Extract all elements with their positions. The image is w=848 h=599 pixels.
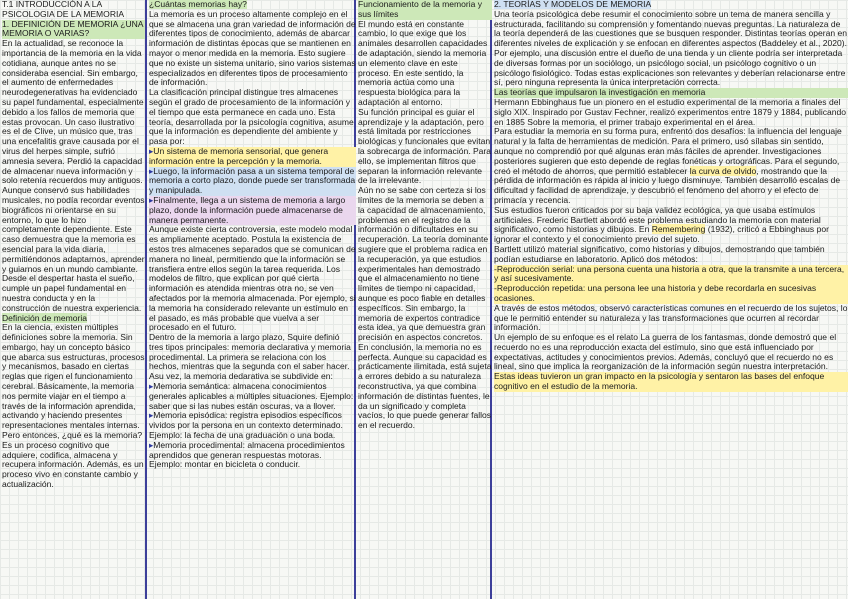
paragraph: En conclusión, la memoria no es perfecta. Aunque su capacidad es prácticamente ilimitada, está sujeta a errores debido a su naturaleza reconstructiva, ya que combina información de distintas fuentes, le da un significado y completa vacíos, lo que puede generar fallos en el recuerdo. [358, 341, 492, 431]
text-span: Para estudiar la memoria en su forma pura, enfrentó dos desafíos: la influencia del lenguaje natural y la falta de herramientas de medición. Para el primero, usó sílabas sin sentido, aunque no comprendió por qué algunas eran más fáciles de aprender. Investigaciones posteriores sugieren que esto depende de reglas fonéticas y ortográficas. Para el segundo, creó el método de ahorros, que permitió establecer [494, 126, 842, 176]
conclusion: Estas ideas tuvieron un gran impacto en la psicología y sentaron las bases del enfoque cognitivo en el estudio de la memoria. [494, 372, 848, 392]
text-span: (1932), criticó a Ebbinghaus por ignorar el contexto y el conocimiento previo del sujeto. [494, 224, 829, 245]
paragraph: Dentro de la memoria a largo plazo, Squire definió tres tipos principales: memoria declarativa y memoria procedimental. La primera se relaciona con los hechos, mientras que la segunda con el saber hacer. Asu vez, la memoria dedarativa se subdivide en: [149, 332, 351, 382]
paragraph: La memoria es un proceso altamente complejo en el que se almacena una gran variedad de información de diferentes tipos de conocimiento, además de abarcar información de distintas épocas que se mantienen en mayor o menor medida en la memoria. Esto sugiere que no existe un sistema unitario, sino varios sistemas especializados en diferentes tipos de procesamiento de información. [149, 8, 356, 88]
column-4 [492, 0, 848, 599]
column-1 [0, 0, 145, 599]
paragraph: En la actualidad, se reconoce la importancia de la memoria en la vida cotidiana, aunque antes no se consideraba esencial. Sin embargo, el aumento de enfermedades neurodegenerativas ha evidenciado su papel fundamental, especialmente debido a los fallos de memoria que estas provocan. Un caso ilustrativo es el de Clive, un músico que, tras una encefalitis grave causada por el virus del herpes simple, sufrió amnesia severa. Perdió la capacidad de almacenar nueva información y solo retenía recuerdos muy antiguos. Aunque conservó sus habilidades musicales, no podía recordar eventos biográficos ni orientarse en su entorno, lo que lo hizo completamente dependiente. Este caso demuestra que la memoria es esencial para la vida diaria, permitiéndonos adaptarnos, aprender y guiarnos en un mundo cambiante. Desde el despertar hasta el sueño, cumple un papel fundamental en nuestra conducta y en la construcción de nuestra experiencia. [2, 38, 145, 313]
paragraph: Pero entonces, ¿qué es la memoria? [2, 430, 143, 441]
text-span: Sus estudios fueron criticados por su baja validez ecológica, ya que usaba estímulos artificiales. Frederic Bartlett abordó este problema estudiando la memoria con material significativo, como historias y dibujos. En [494, 204, 821, 235]
paragraph: Una teoría psicológica debe resumir el conocimiento sobre un tema de manera sencilla y estructurada, facilitando su comprensión y fomentando nuevas preguntas. La naturaleza de la teoría dependerá de las cuestiones que se busquen responder. Distintas teorías operan en diferentes niveles de explicación y se enfocan en diferentes aspectos (Baddeley et al., 2020). [494, 8, 848, 49]
paragraph: Hermann Ebbinghaus fue un pionero en el estudio experimental de la memoria a finales del siglo XIX. Inspirado por Gustav Fechner, realizó experimentos entre 1879 y 1884, publicando en 1885 Sobre la memoria, el primer trabajo experimental en el área. [494, 96, 847, 127]
list-item: ▸ Un sistema de memoria sensorial, que genera información entre la percepción y la memoria. [149, 147, 356, 167]
column-2 [147, 0, 356, 599]
section-heading: Definición de memoria [2, 312, 88, 323]
paragraph: Aún no se sabe con certeza si los límites de la memoria se deben a la capacidad de almacenamiento, problemas en el registro de la información o dificultades en su recuperación. La teoría dominante sugiere que el problema radica en la recuperación, ya que estudios experimentales han demostrado que el almacenamiento no tiene límites de tiempo ni capacidad, aunque es poco fiable en detalles específicos. Sin embargo, la memoria de expertos contradice esta idea, ya que demuestra gran precisión en aspectos concretos. [358, 185, 489, 343]
paragraph: La clasificación principal distingue tres almacenes según el grado de procesamiento de la información y el tiempo que esta permanece en cada uno. Esta teoría, desarrollada por la psicología cognitiva, asume que la información es dependiente del ambiente y pasa por: [149, 87, 354, 147]
paragraph: Por ejemplo, una discusión entre el dueño de una tienda y un cliente podría ser interpretada de diversas formas por un sociólogo, un psicólogo social, un psicólogo cognitivo o un psicólogo fisiológico. Todas estas explicaciones son relevantes y deberían relacionarse entre sí, pero ninguna representa la única interpretación correcta. [494, 47, 846, 88]
method-item: -Reproducción serial: una persona cuenta una historia a otra, que la transmite a una tercera, y así sucesivamente. [494, 265, 848, 285]
paragraph: Es un proceso cognitivo que adquiere, codifica, almacena y recupera información. Además, es un proceso vivo en constante cambio y actualización. [2, 439, 144, 490]
section-heading: Las teorías que impulsaron la investigación en memoria [494, 88, 848, 98]
paragraph: Bartlett utilizó material significativo, como historias y dibujos, demostrando que también podían estudiarse en laboratorio. Aplicó dos métodos: [494, 243, 825, 264]
paragraph: Su función principal es guiar el aprendizaje y la adaptación, pero está limitada por restricciones biológicas y funcionales que evitan la sobrecarga de información. Para ello, se implementan filtros que separan la información relevante de la irrelevante. [358, 106, 492, 186]
list-item: ▸ Memoria procedimental: almacena procedimientos aprendidos que generan respuestas motoras. Ejemplo: montar en bicicleta o conducir. [149, 441, 356, 470]
method-item: -Reproducción repetida: una persona lee una historia y debe recordarla en sucesivas ocasiones. [494, 284, 848, 304]
list-item: ▸ Memoria episódica: registra episodios específicos vividos por la persona en un contexto determinado. Ejemplo: la fecha de una graduación o una boda. [149, 411, 356, 440]
paragraph: El mundo está en constante cambio, lo que exige que los animales desarrollen capacidades de adaptación, siendo la memoria un elemento clave en este proceso. En este sentido, la memoria actúa como una respuesta biológica para la adaptación al entorno. [358, 18, 488, 107]
section-heading: 2. TEORÍAS Y MODELOS DE MEMORIA [494, 0, 652, 9]
chapter-title: T.1 INTRODUCCIÓN A LA PSICOLOGIA DE LA MEMORIA [2, 0, 125, 19]
section-heading: 1. DEFINICIÓN DE MEMORIA ¿UNA MEMORIA O VARIAS? [2, 18, 144, 39]
column-3 [356, 0, 492, 599]
text-span: , mostrando que la pérdida de información es rápida al inicio y luego disminuye. También desarrolló escalas de dificultad y facilidad de aprendizaje, y descubrió el fenómeno del ahorro y el efecto de primacía y recencia. [494, 165, 841, 205]
list-item: ▸ Luego, la información pasa a un sistema temporal de memoria a corto plazo, donde puede ser transformada y manipulada. [149, 167, 356, 196]
list-item: ▸ Finalmente, llega a un sistema de memoria a largo plazo, donde la información puede almacenarse de manera permanente. [149, 196, 356, 225]
list-item: ▸ Memoria semántica: almacena conocimientos generales aplicables a múltiples situaciones. Ejemplo: saber que si las nubes están oscuras, va a llover. [149, 382, 356, 411]
paragraph: A través de estos métodos, observó características comunes en el recuerdo de los sujetos, lo que le permitió entender su naturaleza y las transformaciones que ocurren al recordar información. [494, 302, 848, 333]
paragraph [494, 127, 848, 205]
paragraph: Un ejemplo de su enfoque es el relato La guerra de los fantasmas, donde demostró que el recuerdo no es una reproducción exacta del estímulo, sino que está influenciado por expectativas, actitudes y conocimientos previos. Además, concluyó que el recuerdo no es lineal, sino que implica la reorganización de la información según nuestra interpretación. [494, 332, 837, 372]
highlighted-term: la curva de olvido [689, 165, 757, 176]
paragraph: En la ciencia, existen múltiples definiciones sobre la memoria. Sin embargo, hay un concepto básico que abarca sus estructuras, procesos y mecanismos, basado en ciertas reglas que rigen el funcionamiento cerebral. Básicamente, la memoria nos permite viajar en el tiempo a través de la información aprendida, activando y haciendo presentes representaciones mentales internas. [2, 322, 145, 431]
section-heading: Funcionamiento de la memoria y sus límites [358, 0, 492, 20]
paragraph [494, 206, 848, 245]
section-heading: ¿Cuántas memorias hay? [149, 0, 247, 9]
highlighted-term: Remembering [651, 224, 706, 235]
paragraph: Aunque existe cierta controversia, este modelo modal es ampliamente aceptado. Postula la existencia de estos tres almacenes separados que se comunican de manera no lineal, permitiendo que la información se transfiera entre ellos según la tarea requerida. Los modelos de filtro, que explican por qué cierta información es atendida mientras otra no, se ven afectados por la memoria almacenada. Por ejemplo, si la memoria ha considerado relevante un estímulo en el pasado, es más probable que vuelva a ser procesado en el futuro. [149, 224, 356, 333]
